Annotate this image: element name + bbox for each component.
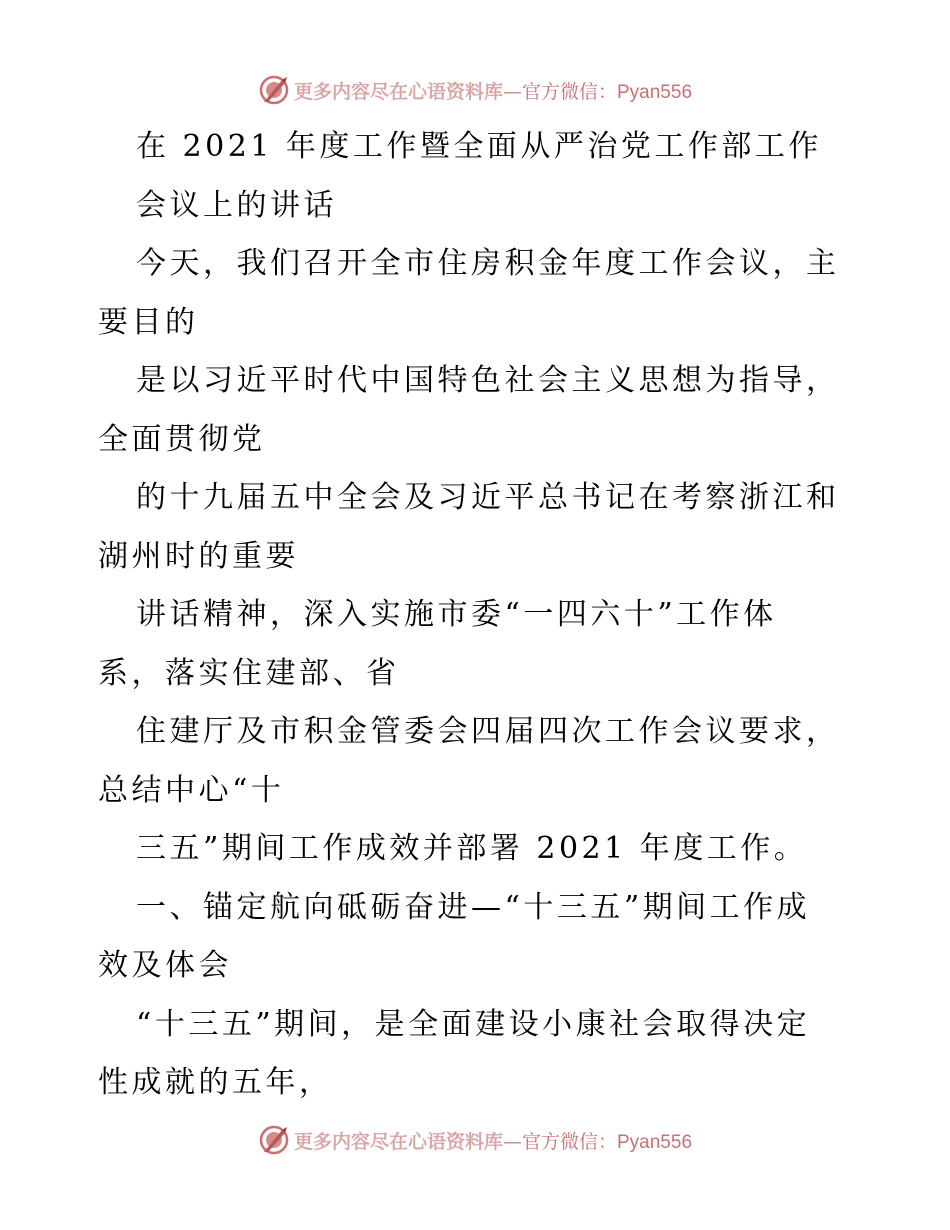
section-heading-line: 一、锚定航向砥砺奋进—“十三五”期间工作成 <box>136 889 811 925</box>
title-line-1: 在 2021 年度工作暨全面从严治党工作部工作 <box>136 129 822 164</box>
paragraph-line: 是以习近平时代中国特色社会主义思想为指导， <box>136 363 840 398</box>
paragraph-line: 的十九届五中全会及习近平总书记在考察浙江和 <box>136 480 840 515</box>
paragraph-line: 系，落实住建部、省 <box>98 655 400 691</box>
title-line-2: 会议上的讲话 <box>136 187 337 223</box>
paragraph-line: 湖州时的重要 <box>98 538 299 574</box>
paragraph-line: 总结中心“十 <box>98 772 285 808</box>
banner-wechat-label: 官方微信： <box>521 80 617 103</box>
paragraph-line: 性成就的五年， <box>98 1065 333 1100</box>
paragraph-line: 住建厅及市积金管委会四届四次工作会议要求， <box>136 714 840 749</box>
banner-wechat-label: 官方微信： <box>521 1130 617 1153</box>
paragraph-line: 今天，我们召开全市住房积金年度工作会议，主 <box>136 246 840 281</box>
quill-seal-icon <box>258 74 290 106</box>
document-body <box>98 118 858 1113</box>
section-heading-line: 效及体会 <box>98 948 232 983</box>
banner-separator: — <box>502 80 522 103</box>
paragraph-line: 讲话精神，深入实施市委“一四六十”工作体 <box>136 597 777 632</box>
paragraph-line: “十三五”期间，是全面建设小康社会取得决定 <box>136 1006 811 1042</box>
paragraph-line: 全面贯彻党 <box>98 421 266 457</box>
banner-separator: — <box>502 1130 522 1153</box>
header-banner <box>0 72 950 108</box>
banner-wechat-id: Pyan556 <box>617 1131 693 1153</box>
banner-wechat-id: Pyan556 <box>617 81 693 103</box>
paragraph-line: 三五”期间工作成效并部署 2021 年度工作。 <box>136 831 808 866</box>
banner-title: 更多内容尽在心语资料库 <box>293 1130 503 1153</box>
footer-banner <box>0 1122 950 1158</box>
paragraph-line: 要目的 <box>98 304 199 340</box>
quill-seal-icon <box>258 1124 290 1156</box>
banner-title: 更多内容尽在心语资料库 <box>293 80 503 103</box>
